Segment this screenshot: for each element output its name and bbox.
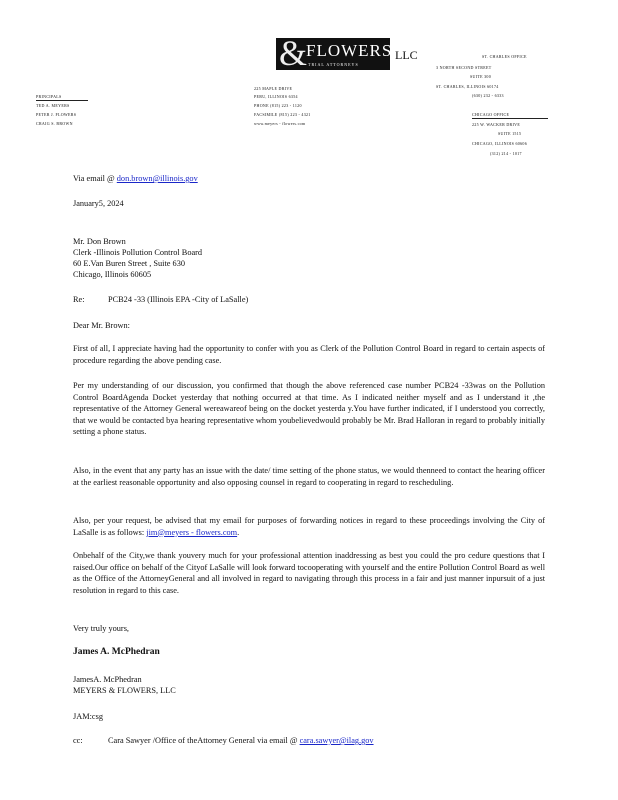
office-website: www.meyers - flowers.com: [254, 121, 306, 126]
paragraph-3: Also, in the event that any party has an issue with the date/ time setting of the phone status, we would thenneed to contact the hearing officer at the earliest reasonable opportunity and also opposing counsel in regard to cooperating in regard to rescheduling.: [73, 466, 545, 487]
paragraph-5: Onbehalf of the City,we thank youvery much for your professional attention inaddressing as best you could the pro cedure questions that I raised.Our office on behalf of the Cityof LaSalle will look forward tocooperating with yourself and the entire Pollution Control Board as well as the Office of the AttorneyGeneral and all involved in regard to navigating through this process in a fair and just manner inpursuit of a just resolution in regard to this case.: [73, 551, 545, 595]
chicago-heading: CHICAGO OFFICE: [472, 112, 548, 119]
letter-date: January5, 2024: [73, 199, 124, 208]
office-fax: FACSIMILE (815) 223 - 4321: [254, 112, 311, 117]
salutation: Dear Mr. Brown:: [73, 321, 130, 330]
office-phone: PHONE (815) 223 - 1120: [254, 103, 302, 108]
principal-1: TED A. MEYERS: [36, 103, 70, 108]
recipient-line-4: Chicago, Illinois 60605: [73, 270, 152, 279]
recipient-email-link[interactable]: don.brown@illinois.gov: [116, 174, 198, 183]
paragraph-1: First of all, I appreciate having had the opportunity to confer with you as Clerk of the Pollution Control Board in regard to certain aspects of procedure regarding the above pending case.: [73, 344, 545, 365]
re-label: Re:: [73, 295, 85, 304]
cc-text: Cara Sawyer /Office of theAttorney General via email @: [108, 736, 298, 745]
signer-firm: MEYERS & FLOWERS, LLC: [73, 686, 176, 695]
logo-name: FLOWERS: [306, 41, 393, 60]
office-address-2: PERU, ILLINOIS 6354: [254, 94, 298, 99]
principal-2: PETER J. FLOWERS: [36, 112, 77, 117]
signature: James A. McPhedran: [73, 647, 160, 657]
paragraph-2: Per my understanding of our discussion, you confirmed that though the above referenced case number PCB24 -33was on the Pollution Control BoardAgenda Docket yesterday that nothing occurred at that time. As I indicated neither myself and as I understand it ,the representative of the Attorney General wereawareof being on the docket yesterda y.You have further indicated, if I understood you correctly, that we would be contacted bya hearing representative whom youbelievedwould probably be Mr. Brad Halloran in regard to probably initially setting a phone status.: [73, 381, 545, 437]
firm-email-link[interactable]: jim@meyers - flowers.com: [146, 527, 238, 537]
chicago-line-4: (312) 214 - 1017: [490, 151, 522, 156]
recipient-line-3: 60 E.Van Buren Street , Suite 630: [73, 259, 185, 268]
st-charles-line-3: ST. CHARLES, ILLINOIS 60174: [436, 84, 499, 89]
logo-ampersand: &: [279, 33, 308, 73]
principal-3: CRAIG S. BROWN: [36, 121, 73, 126]
st-charles-line-4: (630) 232 - 6333: [472, 93, 504, 98]
st-charles-heading: ST. CHARLES OFFICE: [482, 54, 527, 59]
cc-label: cc:: [73, 736, 83, 745]
via-email-line: [73, 173, 198, 185]
chicago-line-2: SUITE 1515: [498, 131, 522, 136]
recipient-line-2: Clerk -Illinois Pollution Control Board: [73, 248, 203, 257]
st-charles-line-2: SUITE 300: [470, 74, 492, 79]
logo-llc: LLC: [395, 48, 418, 62]
principals-heading: PRINCIPALS: [36, 94, 88, 101]
via-label: Via email @: [73, 174, 115, 183]
chicago-line-3: CHICAGO, ILLINOIS 60606: [472, 141, 528, 146]
signer-name: JamesA. McPhedran: [73, 675, 142, 684]
cc-email-link[interactable]: cara.sawyer@ilag.gov: [299, 736, 374, 745]
paragraph-4-text: Also, per your request, be advised that my email for purposes of forwarding notices in regard to these proceedings involving the City of LaSalle is as follows:: [73, 516, 545, 537]
re-text: PCB24 -33 (Illinois EPA -City of LaSalle): [108, 295, 249, 304]
chicago-line-1: 225 W. WACKER DRIVE: [472, 122, 521, 127]
st-charles-line-1: 3 NORTH SECOND STREET: [436, 65, 492, 70]
initials: JAM:csg: [73, 712, 103, 721]
closing: Very truly yours,: [73, 624, 129, 633]
paragraph-4: [73, 515, 545, 538]
recipient-line-1: Mr. Don Brown: [73, 237, 126, 246]
logo-subtitle: TRIAL ATTORNEYS: [308, 62, 359, 67]
cc-line: [108, 735, 374, 747]
paragraph-4-end: .: [237, 527, 240, 537]
firm-logo: [276, 33, 393, 73]
office-address-1: 225 MAPLE DRIVE: [254, 86, 293, 91]
